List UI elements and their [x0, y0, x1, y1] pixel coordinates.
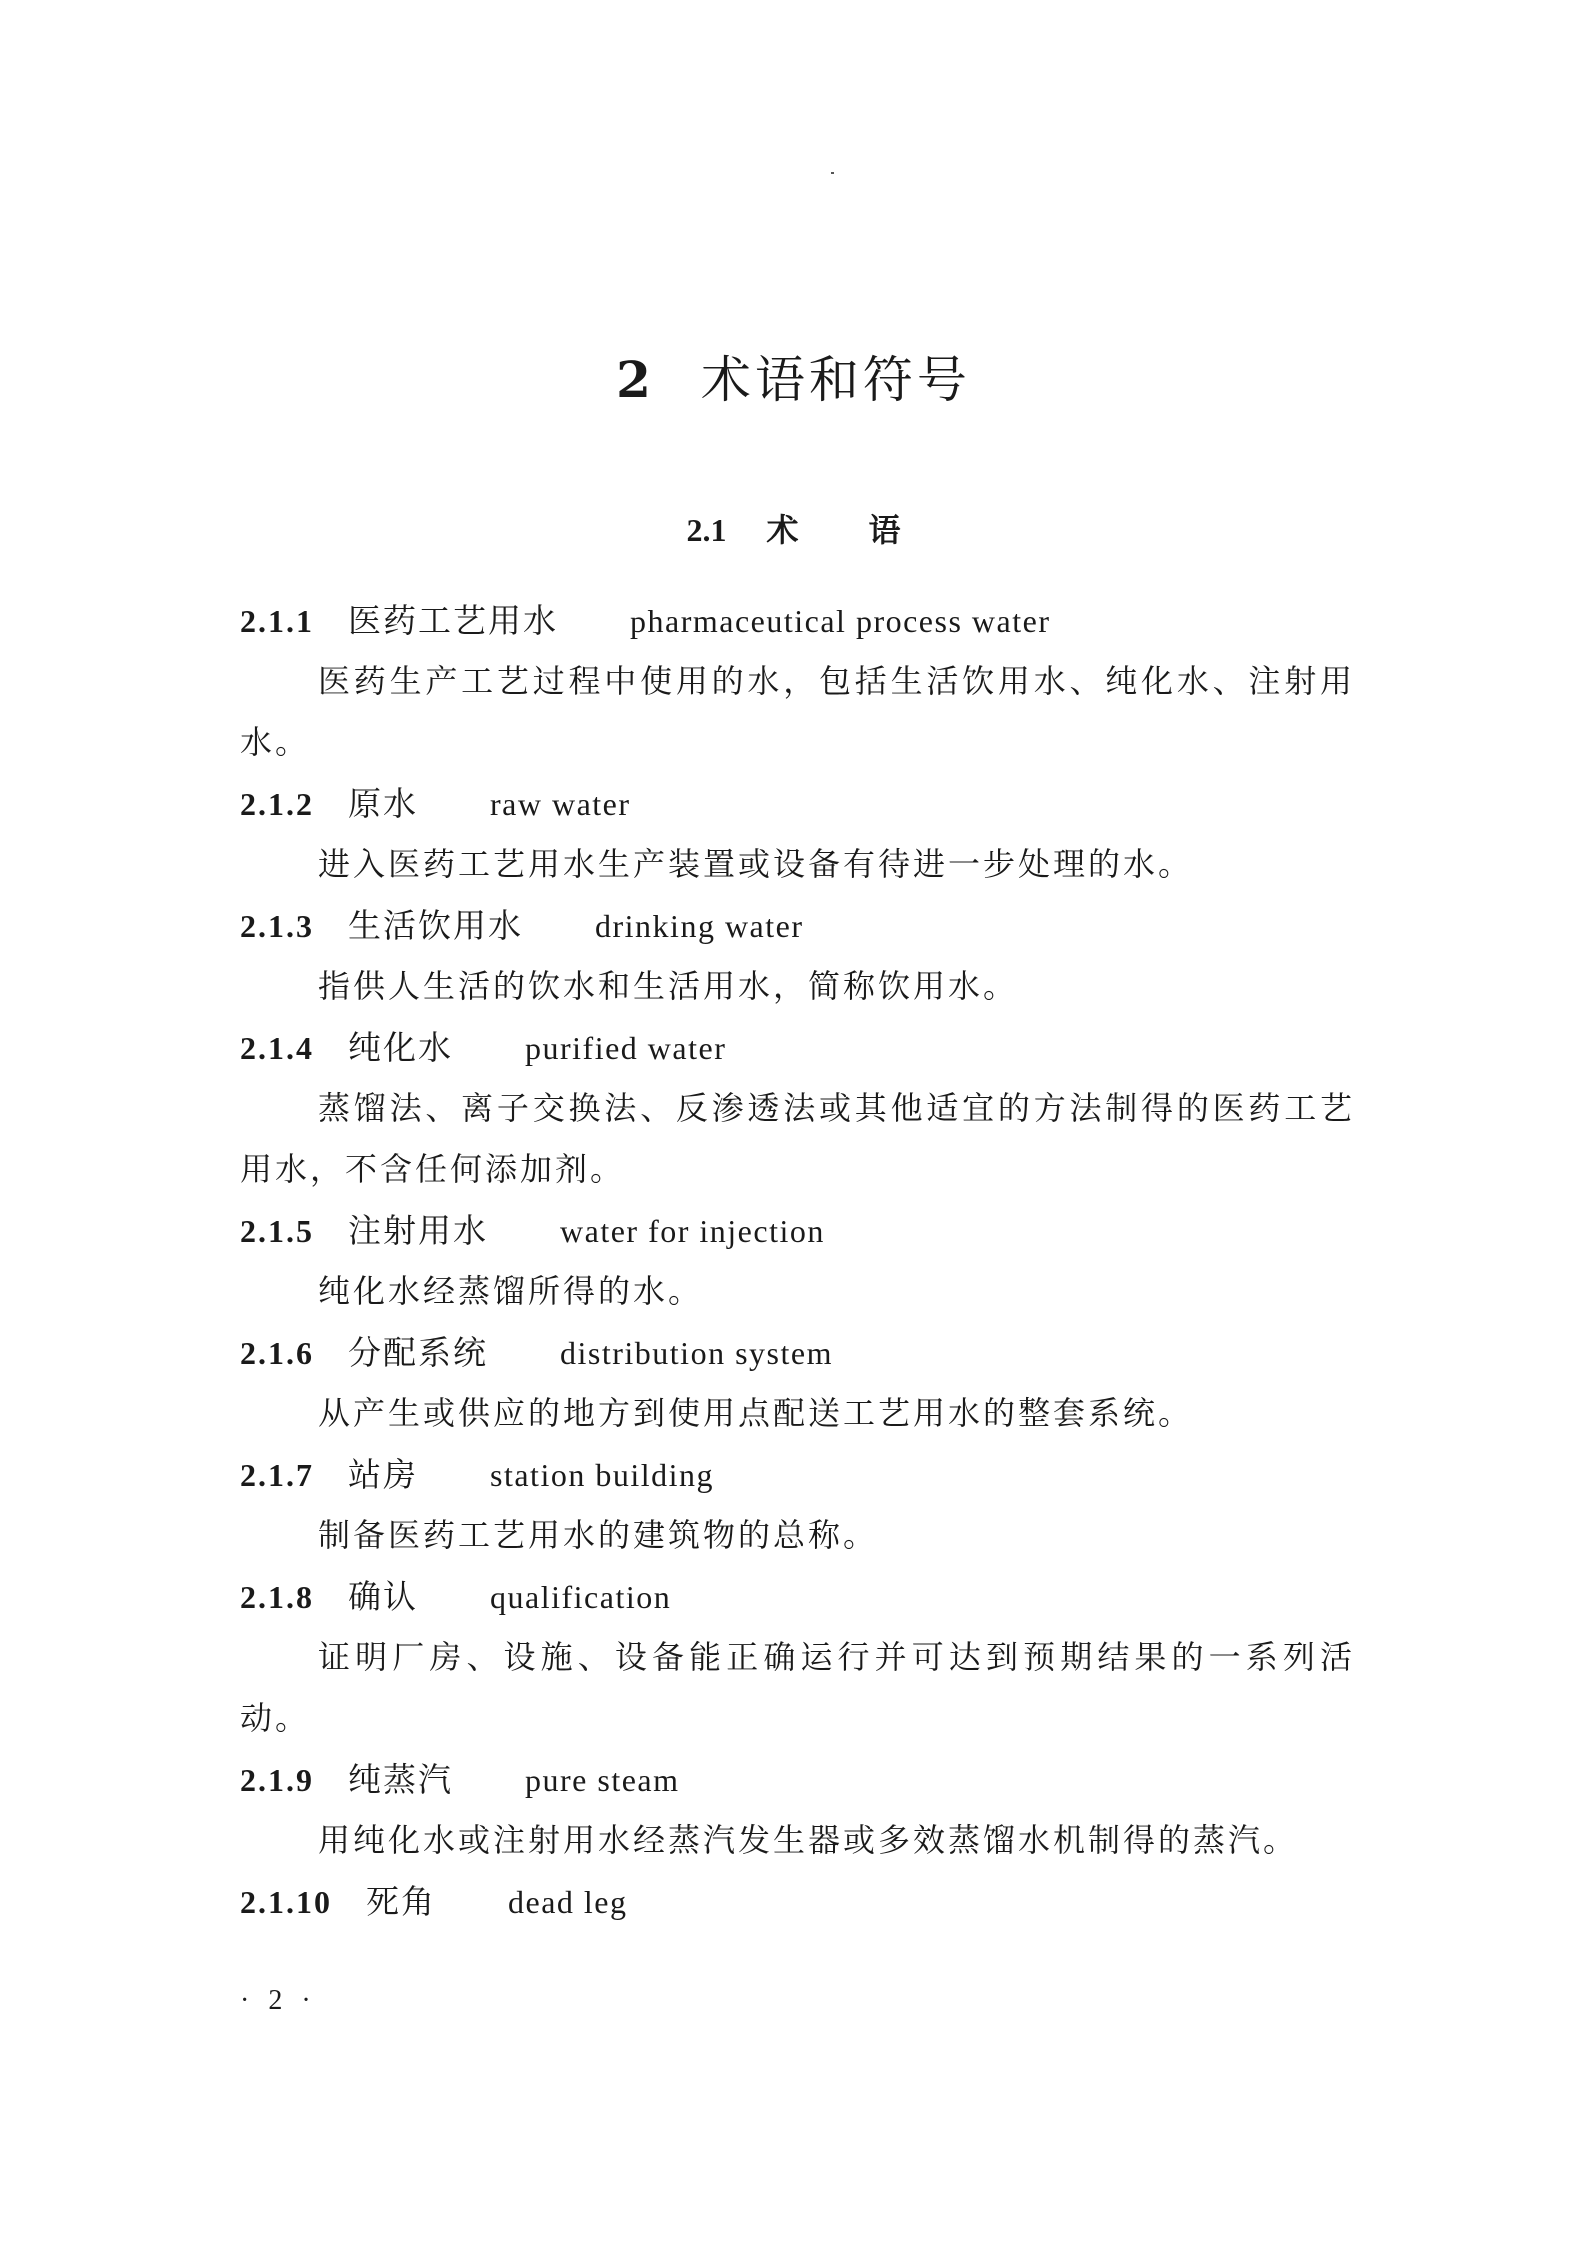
- term-heading: [240, 590, 1355, 651]
- term-english: raw water: [490, 786, 631, 822]
- term-number: 2.1.4: [240, 1030, 314, 1066]
- term-english: drinking water: [595, 908, 804, 944]
- term-number: 2.1.7: [240, 1457, 314, 1493]
- term-list: [240, 590, 1355, 1932]
- section-title-text: 术语: [766, 511, 971, 549]
- term-definition: 蒸馏法、离子交换法、反渗透法或其他适宜的方法制得的医药工艺用水，不含任何添加剂。: [240, 1089, 1355, 1188]
- term-chinese: 死角: [366, 1882, 436, 1921]
- section-title: [0, 505, 1587, 551]
- term-entry: [240, 590, 1355, 773]
- term-english: dead leg: [508, 1884, 628, 1920]
- term-definition: 指供人生活的饮水和生活用水，简称饮用水。: [318, 967, 1019, 1005]
- term-chinese: 分配系统: [348, 1333, 488, 1372]
- term-definition: 纯化水经蒸馏所得的水。: [318, 1272, 704, 1310]
- term-entry: [240, 1322, 1355, 1444]
- term-english: pure steam: [525, 1762, 680, 1798]
- term-chinese: 纯蒸汽: [348, 1760, 453, 1799]
- chapter-title-text: 术语和符号: [700, 351, 971, 409]
- chapter-title: [0, 340, 1587, 412]
- scan-speck: [831, 172, 834, 174]
- term-number: 2.1.5: [240, 1213, 314, 1249]
- section-number: 2.1: [686, 512, 727, 548]
- term-entry: [240, 1749, 1355, 1871]
- term-entry: [240, 1566, 1355, 1749]
- term-chinese: 生活饮用水: [348, 906, 523, 945]
- term-definition: 制备医药工艺用水的建筑物的总称。: [318, 1516, 879, 1554]
- term-number: 2.1.8: [240, 1579, 314, 1615]
- term-heading: [240, 1871, 1355, 1932]
- term-heading: [240, 1749, 1355, 1810]
- term-heading: [240, 773, 1355, 834]
- term-entry: [240, 1444, 1355, 1566]
- term-number: 2.1.2: [240, 786, 314, 822]
- term-entry: [240, 773, 1355, 895]
- term-definition: 证明厂房、设施、设备能正确运行并可达到预期结果的一系列活动。: [240, 1638, 1355, 1737]
- term-chinese: 医药工艺用水: [348, 601, 558, 640]
- term-number: 2.1.10: [240, 1884, 332, 1920]
- term-entry: [240, 1871, 1355, 1932]
- term-definition: 从产生或供应的地方到使用点配送工艺用水的整套系统。: [318, 1394, 1194, 1432]
- term-chinese: 确认: [348, 1577, 418, 1616]
- chapter-number: 2: [616, 350, 655, 409]
- term-definition: 用纯化水或注射用水经蒸汽发生器或多效蒸馏水机制得的蒸汽。: [318, 1821, 1299, 1859]
- term-chinese: 注射用水: [348, 1211, 488, 1250]
- term-number: 2.1.1: [240, 603, 314, 639]
- term-definition: 医药生产工艺过程中使用的水，包括生活饮用水、纯化水、注射用水。: [240, 662, 1355, 761]
- term-entry: [240, 895, 1355, 1017]
- term-english: station building: [490, 1457, 714, 1493]
- term-english: pharmaceutical process water: [630, 603, 1051, 639]
- page-number: · 2 ·: [240, 1985, 317, 2016]
- term-entry: [240, 1017, 1355, 1200]
- term-heading: [240, 1200, 1355, 1261]
- term-definition: 进入医药工艺用水生产装置或设备有待进一步处理的水。: [318, 845, 1194, 883]
- term-chinese: 站房: [348, 1455, 418, 1494]
- term-heading: [240, 1017, 1355, 1078]
- term-english: distribution system: [560, 1335, 833, 1371]
- term-number: 2.1.3: [240, 908, 314, 944]
- term-heading: [240, 1322, 1355, 1383]
- term-english: purified water: [525, 1030, 727, 1066]
- term-english: qualification: [490, 1579, 672, 1615]
- term-entry: [240, 1200, 1355, 1322]
- term-heading: [240, 1566, 1355, 1627]
- term-heading: [240, 895, 1355, 956]
- term-number: 2.1.6: [240, 1335, 314, 1371]
- term-chinese: 原水: [348, 784, 418, 823]
- term-english: water for injection: [560, 1213, 825, 1249]
- term-chinese: 纯化水: [348, 1028, 453, 1067]
- term-number: 2.1.9: [240, 1762, 314, 1798]
- term-heading: [240, 1444, 1355, 1505]
